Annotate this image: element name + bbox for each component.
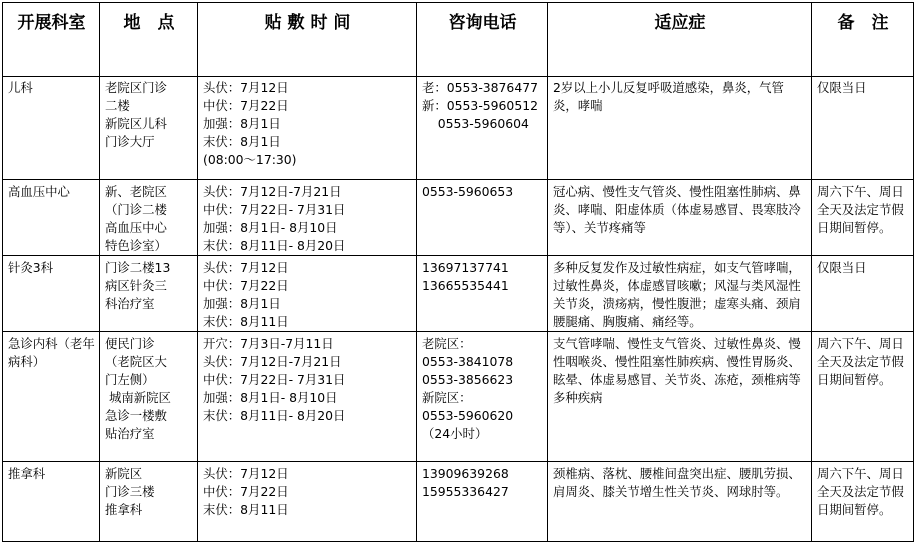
phone-line: 新院区： [422, 390, 472, 405]
location-line: 特色诊室） [105, 238, 167, 253]
phone-line: 0553-3856623 [422, 372, 514, 387]
phone-line: 13697137741 [422, 260, 509, 275]
location-cell [100, 77, 198, 180]
time-line: 中伏：7月22日- 7月31日 [203, 202, 346, 217]
header-time: 贴 敷 时 间 [198, 3, 417, 77]
time-line: 末伏：8月1日 [203, 134, 281, 149]
phone-line: 老：0553-3876477 [422, 80, 538, 95]
time-cell [198, 462, 417, 542]
location-line: 便民门诊 [105, 336, 155, 351]
location-line: 高血压中心 [105, 220, 167, 235]
time-line: 头伏：7月12日 [203, 260, 289, 275]
time-line: 末伏：8月11日- 8月20日 [203, 408, 346, 423]
time-line: 加强：8月1日- 8月10日 [203, 220, 338, 235]
phone-line: 0553-5960620 [422, 408, 514, 423]
location-cell [100, 180, 198, 256]
time-line: (08:00～17:30) [203, 152, 297, 167]
header-row [3, 3, 914, 77]
location-line: 门诊大厅 [105, 134, 155, 149]
time-cell [198, 256, 417, 332]
time-cell [198, 180, 417, 256]
phone-cell [417, 77, 548, 180]
time-line: 开穴：7月3日-7月11日 [203, 336, 334, 351]
note-cell: 仅限当日 [812, 77, 914, 180]
dept-cell: 急诊内科（老年病科） [3, 332, 100, 462]
phone-cell [417, 462, 548, 542]
table-row [3, 332, 914, 462]
location-line: 新院区儿科 [105, 116, 167, 131]
phone-line: 0553-5960604 [422, 116, 529, 131]
phone-cell [417, 180, 548, 256]
time-line: 头伏：7月12日-7月21日 [203, 184, 342, 199]
location-cell [100, 462, 198, 542]
time-line: 头伏：7月12日-7月21日 [203, 354, 342, 369]
time-line: 中伏：7月22日 [203, 484, 289, 499]
location-line: 病区针灸三 [105, 278, 167, 293]
time-line: 中伏：7月22日 [203, 278, 289, 293]
location-line: 城南新院区 [105, 390, 171, 405]
location-line: 门诊三楼 [105, 484, 155, 499]
phone-line: 老院区： [422, 336, 472, 351]
time-cell [198, 332, 417, 462]
time-line: 加强：8月1日 [203, 296, 281, 311]
indication-cell: 2岁以上小儿反复呼吸道感染，鼻炎，气管炎，哮喘 [548, 77, 812, 180]
note-cell: 周六下午、周日全天及法定节假日期间暂停。 [812, 332, 914, 462]
header-phone: 咨询电话 [417, 3, 548, 77]
header-dept: 开展科室 [3, 3, 100, 77]
time-line: 中伏：7月22日 [203, 98, 289, 113]
phone-line: 15955336427 [422, 484, 509, 499]
phone-cell [417, 332, 548, 462]
header-location: 地 点 [100, 3, 198, 77]
location-line: 急诊一楼敷 [105, 408, 167, 423]
schedule-table [2, 2, 914, 542]
indication-cell: 支气管哮喘、慢性支气管炎、过敏性鼻炎、慢性咽喉炎、慢性阻塞性肺疾病、慢性胃肠炎、眩晕、体虚易感冒、关节炎、冻疮，颈椎病等多种疾病 [548, 332, 812, 462]
dept-cell: 儿科 [3, 77, 100, 180]
location-cell [100, 332, 198, 462]
dept-cell: 推拿科 [3, 462, 100, 542]
header-note: 备 注 [812, 3, 914, 77]
table-row [3, 256, 914, 332]
time-line: 末伏：8月11日 [203, 314, 289, 329]
location-cell [100, 256, 198, 332]
phone-line: 13665535441 [422, 278, 509, 293]
dept-cell: 高血压中心 [3, 180, 100, 256]
time-line: 中伏：7月22日- 7月31日 [203, 372, 346, 387]
time-cell [198, 77, 417, 180]
phone-line: 0553-5960653 [422, 184, 514, 199]
dept-cell: 针灸3科 [3, 256, 100, 332]
note-cell: 仅限当日 [812, 256, 914, 332]
location-line: 新院区 [105, 466, 143, 481]
phone-line: 13909639268 [422, 466, 509, 481]
note-cell: 周六下午、周日全天及法定节假日期间暂停。 [812, 462, 914, 542]
time-line: 末伏：8月11日 [203, 502, 289, 517]
table-row [3, 77, 914, 180]
indication-cell: 冠心病、慢性支气管炎、慢性阻塞性肺病、鼻炎、哮喘、阳虚体质（体虚易感冒、畏寒肢冷等）、关节疼痛等 [548, 180, 812, 256]
phone-line: 0553-3841078 [422, 354, 514, 369]
time-line: 头伏：7月12日 [203, 80, 289, 95]
phone-line: 新：0553-5960512 [422, 98, 538, 113]
table-row [3, 462, 914, 542]
location-line: 新、老院区 [105, 184, 167, 199]
header-indication: 适应症 [548, 3, 812, 77]
location-line: 科治疗室 [105, 296, 155, 311]
phone-line: （24小时） [422, 426, 488, 441]
location-line: 推拿科 [105, 502, 143, 517]
location-line: 二楼 [105, 98, 130, 113]
location-line: 老院区门诊 [105, 80, 167, 95]
time-line: 加强：8月1日 [203, 116, 281, 131]
location-line: 门左侧） [105, 372, 155, 387]
location-line: 贴治疗室 [105, 426, 155, 441]
indication-cell: 多种反复发作及过敏性病症，如支气管哮喘，过敏性鼻炎，体虚感冒咳嗽；风湿与类风湿性关节炎，溃疡病，慢性腹泄；虚寒头痛、颈肩腰腿痛、胸腹痛、痛经等。 [548, 256, 812, 332]
time-line: 加强：8月1日- 8月10日 [203, 390, 338, 405]
time-line: 头伏：7月12日 [203, 466, 289, 481]
table-row [3, 180, 914, 256]
time-line: 末伏：8月11日- 8月20日 [203, 238, 346, 253]
indication-cell: 颈椎病、落枕、腰椎间盘突出症、腰肌劳损、肩周炎、膝关节增生性关节炎、网球肘等。 [548, 462, 812, 542]
note-cell: 周六下午、周日全天及法定节假日期间暂停。 [812, 180, 914, 256]
location-line: （门诊二楼 [105, 202, 167, 217]
phone-cell [417, 256, 548, 332]
location-line: 门诊二楼13 [105, 260, 171, 275]
location-line: （老院区大 [105, 354, 167, 369]
